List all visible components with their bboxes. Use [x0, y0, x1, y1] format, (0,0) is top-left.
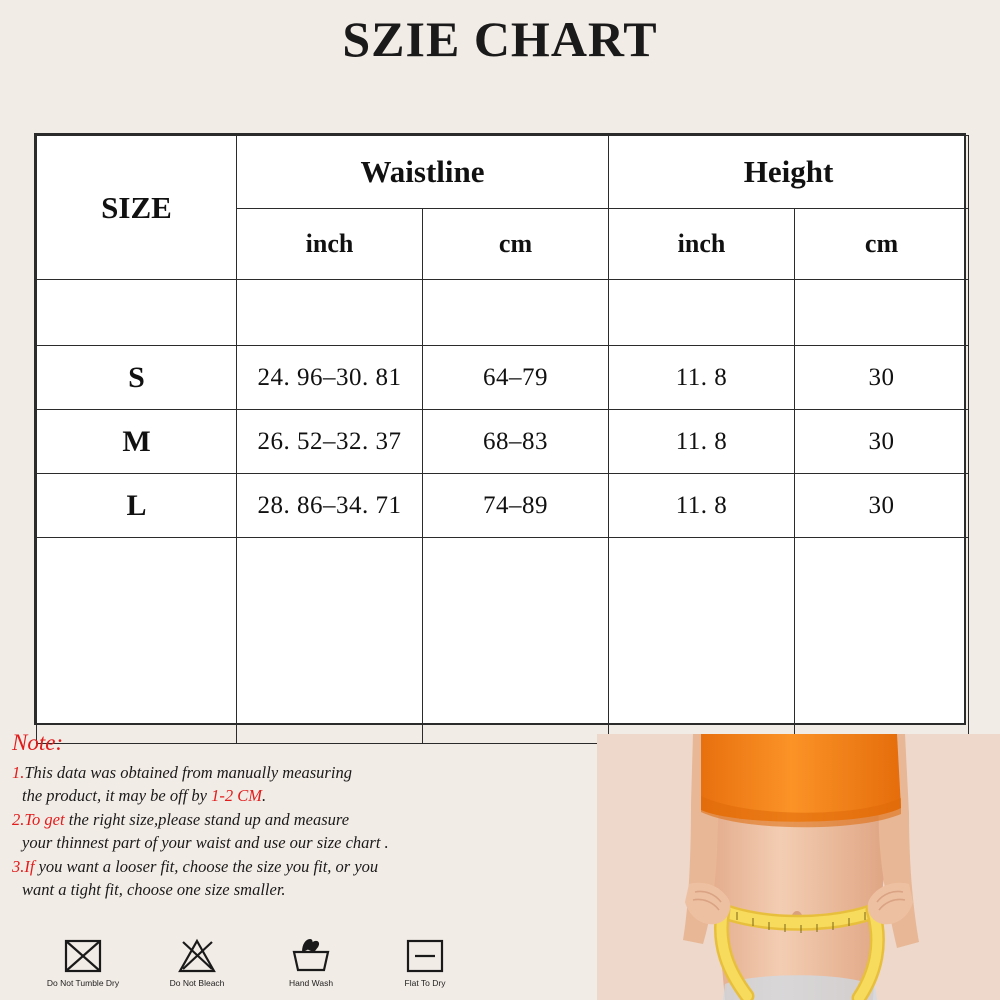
table-row-spacer: [37, 280, 969, 346]
cell-height-cm: 30: [795, 346, 969, 410]
note-highlight: To get: [24, 809, 65, 829]
note-highlight: If: [24, 856, 35, 876]
note-item-3-line-2: [22, 879, 590, 901]
spacer-cell: [237, 280, 423, 346]
header-waistline: Waistline: [237, 136, 609, 209]
note-item-2-line-1: [12, 809, 590, 831]
table-header-row-main: [37, 136, 969, 209]
header-size: SIZE: [37, 136, 237, 280]
note-item-3-line-1: [12, 856, 590, 878]
header-height-inch: inch: [609, 209, 795, 280]
product-photo: [597, 734, 1000, 1000]
cell-height-cm: 30: [795, 410, 969, 474]
header-height-cm: cm: [795, 209, 969, 280]
hand-wash-icon: [289, 936, 333, 976]
cell-waist-inch: 26. 52–32. 37: [237, 410, 423, 474]
note-highlight: 1-2 CM: [211, 786, 262, 806]
cell-height-inch: 11. 8: [609, 410, 795, 474]
note-text: This data was obtained from manually measuring: [24, 763, 352, 782]
spacer-cell: [423, 280, 609, 346]
waist-measuring-illustration: [597, 734, 1000, 1000]
header-waist-inch: inch: [237, 209, 423, 280]
care-item-hand-wash: [272, 936, 350, 988]
care-instructions-row: [44, 936, 464, 988]
flat-to-dry-icon: [403, 936, 447, 976]
spacer-cell: [609, 280, 795, 346]
empty-cell: [237, 538, 423, 744]
cell-height-inch: 11. 8: [609, 346, 795, 410]
care-item-flat-to-dry: [386, 936, 464, 988]
empty-cell: [609, 538, 795, 744]
table-row: [37, 346, 969, 410]
empty-cell: [795, 538, 969, 744]
header-waist-cm: cm: [423, 209, 609, 280]
table-row-empty-bottom: [37, 538, 969, 744]
cell-size: S: [37, 346, 237, 410]
note-number: 2.: [12, 809, 25, 829]
page-title: SZIE CHART: [342, 11, 658, 67]
note-text: your thinnest part of your waist and use our size chart .: [22, 833, 389, 853]
care-label: Flat To Dry: [404, 978, 446, 988]
cell-waist-cm: 74–89: [423, 474, 609, 538]
care-label: Do Not Bleach: [169, 978, 225, 988]
header-height: Height: [609, 136, 969, 209]
care-item-do-not-bleach: [158, 936, 236, 988]
note-number: 1.: [12, 763, 25, 782]
care-label: Hand Wash: [288, 978, 334, 988]
note-text: .: [261, 786, 267, 806]
note-item-1-line-2: [22, 785, 590, 807]
notes-section: [10, 730, 590, 903]
spacer-cell: [795, 280, 969, 346]
do-not-bleach-icon: [175, 936, 219, 976]
cell-waist-cm: 68–83: [423, 410, 609, 474]
spacer-cell: [37, 280, 237, 346]
size-chart-table: [36, 135, 969, 744]
cell-size: M: [37, 410, 237, 474]
cell-size: L: [37, 474, 237, 538]
note-text: you want a looser fit, choose the size you fit, or you: [34, 856, 379, 876]
cell-height-cm: 30: [795, 474, 969, 538]
note-text: want a tight fit, choose one size smaller.: [22, 880, 286, 900]
cell-waist-inch: 24. 96–30. 81: [237, 346, 423, 410]
care-label: Do Not Tumble Dry: [46, 978, 120, 988]
note-text: the product, it may be off by: [22, 786, 212, 806]
table-row: [37, 410, 969, 474]
cell-height-inch: 11. 8: [609, 474, 795, 538]
cell-waist-cm: 64–79: [423, 346, 609, 410]
note-text: the right size,please stand up and measure: [64, 809, 350, 829]
size-chart-table-container: [34, 133, 966, 725]
note-number: 3.: [12, 856, 25, 876]
do-not-tumble-dry-icon: [61, 936, 105, 976]
note-item-1-line-1: [12, 762, 590, 784]
table-row: [37, 474, 969, 538]
cell-waist-inch: 28. 86–34. 71: [237, 474, 423, 538]
notes-heading: Note:: [12, 730, 64, 755]
empty-cell: [37, 538, 237, 744]
empty-cell: [423, 538, 609, 744]
note-item-2-line-2: [22, 832, 590, 854]
care-item-do-not-tumble-dry: [44, 936, 122, 988]
